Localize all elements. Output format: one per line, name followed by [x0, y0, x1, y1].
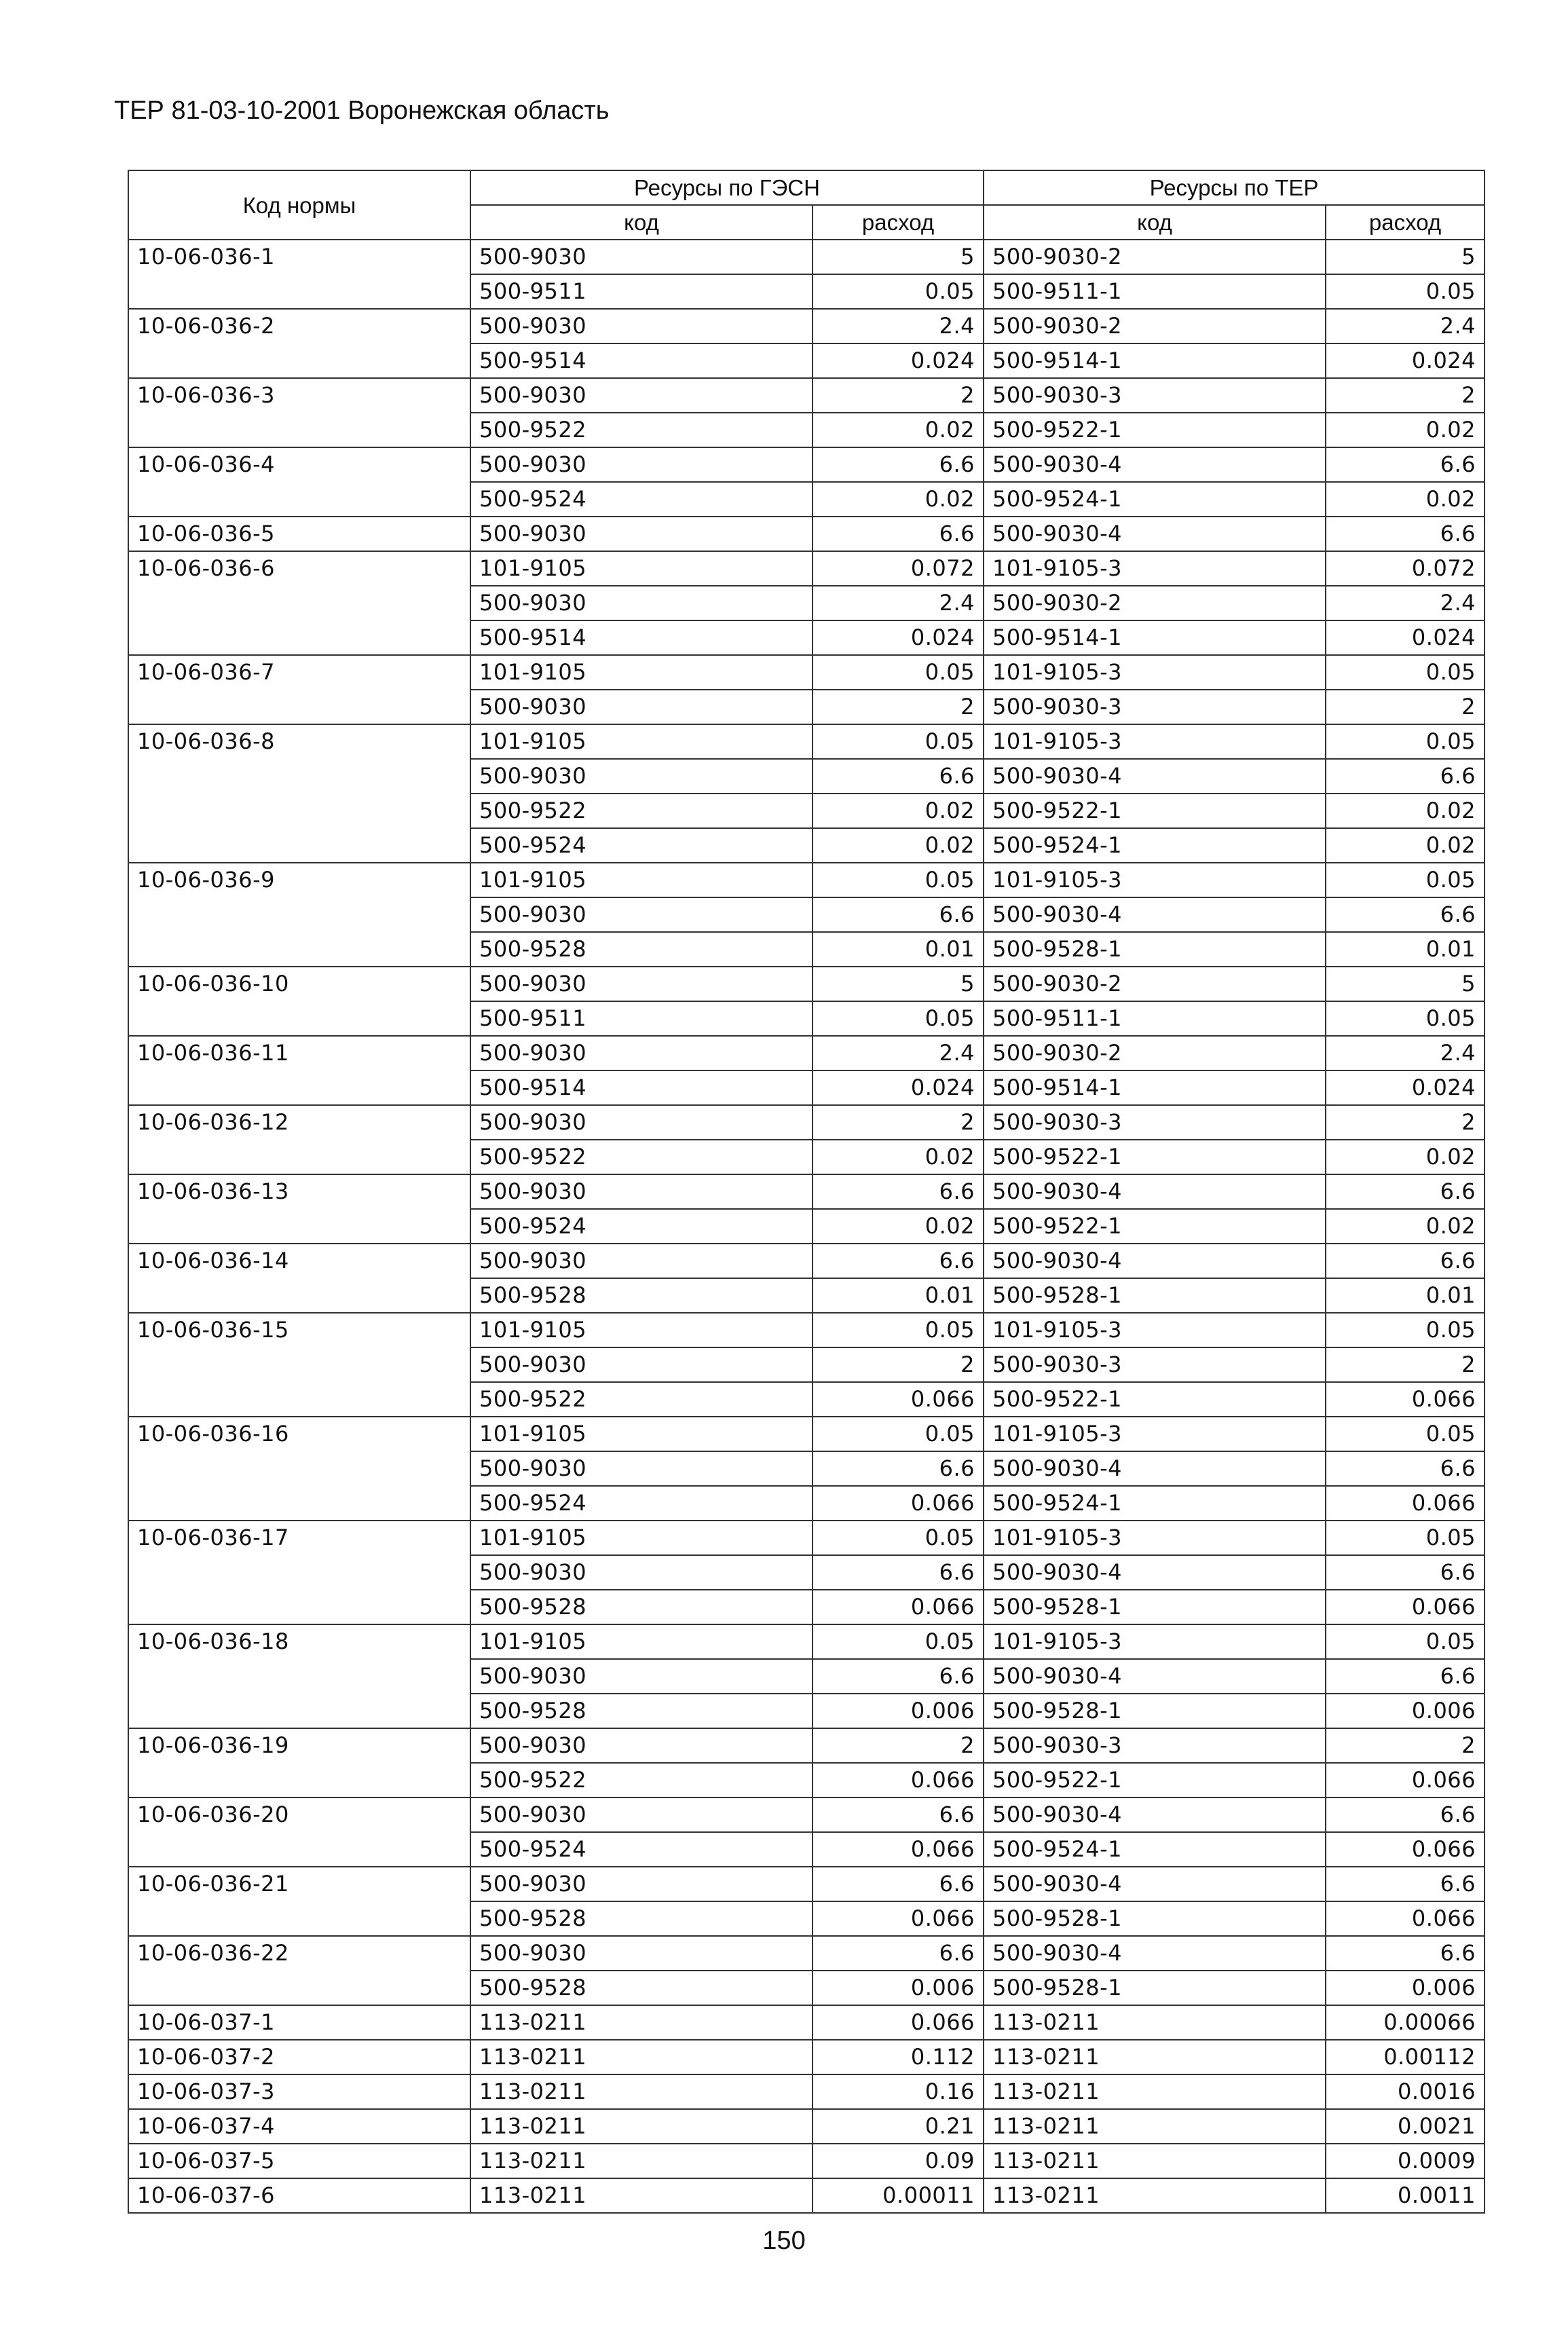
ter-code-cell: 500-9514-1 — [984, 1070, 1326, 1105]
ter-amount-cell: 0.066 — [1326, 1590, 1485, 1624]
gesn-amount-cell: 0.05 — [813, 655, 984, 690]
ter-code-cell: 500-9030-4 — [984, 759, 1326, 794]
ter-code-cell: 500-9030-3 — [984, 378, 1326, 413]
gesn-code-cell: 500-9528 — [470, 1901, 813, 1936]
ter-code-cell: 500-9030-4 — [984, 1244, 1326, 1278]
ter-code-cell: 500-9030-2 — [984, 1036, 1326, 1070]
gesn-code-cell: 500-9514 — [470, 620, 813, 655]
gesn-amount-cell: 2 — [813, 1728, 984, 1763]
gesn-amount-cell: 0.006 — [813, 1694, 984, 1728]
gesn-amount-cell: 0.01 — [813, 932, 984, 967]
ter-code-cell: 500-9030-4 — [984, 1555, 1326, 1590]
norm-code-cell: 10-06-036-2 — [128, 309, 470, 378]
norm-code-cell: 10-06-036-11 — [128, 1036, 470, 1105]
gesn-code-cell: 500-9524 — [470, 1209, 813, 1244]
gesn-amount-cell: 6.6 — [813, 517, 984, 551]
ter-code-cell: 500-9514-1 — [984, 343, 1326, 378]
gesn-amount-cell: 2.4 — [813, 309, 984, 343]
gesn-amount-cell: 0.072 — [813, 551, 984, 586]
norm-code-cell: 10-06-036-12 — [128, 1105, 470, 1174]
table-row — [128, 1105, 1485, 1140]
ter-amount-cell: 2.4 — [1326, 309, 1485, 343]
ter-code-cell: 500-9522-1 — [984, 1763, 1326, 1797]
table-row — [128, 1174, 1485, 1209]
ter-amount-cell: 0.024 — [1326, 343, 1485, 378]
gesn-amount-cell: 0.09 — [813, 2144, 984, 2178]
gesn-amount-cell: 2.4 — [813, 586, 984, 620]
ter-code-cell: 500-9030-4 — [984, 1867, 1326, 1901]
gesn-amount-cell: 2 — [813, 378, 984, 413]
ter-amount-cell: 0.02 — [1326, 1140, 1485, 1174]
gesn-code-cell: 500-9030 — [470, 1105, 813, 1140]
gesn-amount-cell: 0.05 — [813, 1624, 984, 1659]
norm-code-cell: 10-06-036-7 — [128, 655, 470, 724]
gesn-code-cell: 500-9528 — [470, 932, 813, 967]
ter-code-cell: 500-9524-1 — [984, 482, 1326, 517]
norm-code-cell: 10-06-036-20 — [128, 1797, 470, 1867]
ter-code-cell: 101-9105-3 — [984, 863, 1326, 897]
ter-code-cell: 101-9105-3 — [984, 724, 1326, 759]
table-row — [128, 1521, 1485, 1555]
norm-code-cell: 10-06-036-9 — [128, 863, 470, 967]
gesn-amount-cell: 0.16 — [813, 2074, 984, 2109]
ter-amount-cell: 0.05 — [1326, 1521, 1485, 1555]
gesn-code-cell: 500-9528 — [470, 1694, 813, 1728]
table-row — [128, 1936, 1485, 1971]
norm-code-cell: 10-06-036-1 — [128, 240, 470, 309]
gesn-amount-cell: 6.6 — [813, 1867, 984, 1901]
ter-amount-cell: 0.05 — [1326, 274, 1485, 309]
table-body — [128, 240, 1485, 2213]
ter-code-cell: 500-9522-1 — [984, 1209, 1326, 1244]
ter-amount-cell: 6.6 — [1326, 1244, 1485, 1278]
gesn-amount-cell: 0.21 — [813, 2109, 984, 2144]
ter-code-cell: 500-9030-4 — [984, 517, 1326, 551]
ter-amount-cell: 0.02 — [1326, 482, 1485, 517]
gesn-code-cell: 500-9030 — [470, 1244, 813, 1278]
gesn-code-cell: 113-0211 — [470, 2005, 813, 2040]
gesn-amount-cell: 0.066 — [813, 1832, 984, 1867]
table-row — [128, 2144, 1485, 2178]
table-row — [128, 863, 1485, 897]
ter-code-cell: 500-9514-1 — [984, 620, 1326, 655]
ter-amount-cell: 2 — [1326, 1347, 1485, 1382]
gesn-amount-cell: 6.6 — [813, 759, 984, 794]
gesn-amount-cell: 0.02 — [813, 1140, 984, 1174]
gesn-amount-cell: 6.6 — [813, 1451, 984, 1486]
gesn-code-cell: 113-0211 — [470, 2178, 813, 2213]
norm-code-cell: 10-06-037-5 — [128, 2144, 470, 2178]
gesn-code-cell: 500-9030 — [470, 1347, 813, 1382]
ter-amount-cell: 0.05 — [1326, 724, 1485, 759]
gesn-code-cell: 500-9522 — [470, 1140, 813, 1174]
ter-amount-cell: 0.066 — [1326, 1382, 1485, 1417]
gesn-amount-cell: 6.6 — [813, 1555, 984, 1590]
gesn-code-cell: 500-9514 — [470, 343, 813, 378]
gesn-amount-cell: 2 — [813, 1105, 984, 1140]
ter-amount-cell: 2.4 — [1326, 586, 1485, 620]
table-row — [128, 309, 1485, 343]
gesn-code-cell: 500-9524 — [470, 482, 813, 517]
ter-code-cell: 500-9030-3 — [984, 1728, 1326, 1763]
gesn-code-cell: 113-0211 — [470, 2144, 813, 2178]
ter-code-cell: 500-9528-1 — [984, 1694, 1326, 1728]
ter-code-cell: 500-9522-1 — [984, 1382, 1326, 1417]
gesn-code-cell: 500-9030 — [470, 967, 813, 1001]
page-number: 150 — [762, 2226, 806, 2255]
gesn-amount-cell: 6.6 — [813, 1936, 984, 1971]
gesn-code-cell: 101-9105 — [470, 655, 813, 690]
ter-code-cell: 500-9522-1 — [984, 413, 1326, 447]
ter-amount-cell: 0.0016 — [1326, 2074, 1485, 2109]
ter-amount-cell: 6.6 — [1326, 1936, 1485, 1971]
gesn-amount-cell: 0.02 — [813, 413, 984, 447]
gesn-code-cell: 500-9030 — [470, 1797, 813, 1832]
ter-code-cell: 500-9511-1 — [984, 1001, 1326, 1036]
gesn-amount-cell: 0.066 — [813, 1763, 984, 1797]
gesn-code-cell: 500-9511 — [470, 274, 813, 309]
gesn-code-cell: 500-9528 — [470, 1278, 813, 1313]
table-row — [128, 1797, 1485, 1832]
gesn-code-cell: 500-9030 — [470, 586, 813, 620]
table-header — [128, 170, 1485, 240]
ter-amount-cell: 0.0011 — [1326, 2178, 1485, 2213]
gesn-amount-cell: 5 — [813, 240, 984, 274]
gesn-code-cell: 500-9524 — [470, 1832, 813, 1867]
ter-amount-cell: 6.6 — [1326, 1797, 1485, 1832]
ter-code-cell: 101-9105-3 — [984, 1417, 1326, 1451]
gesn-code-cell: 101-9105 — [470, 724, 813, 759]
gesn-amount-cell: 0.05 — [813, 1313, 984, 1347]
ter-amount-cell: 6.6 — [1326, 759, 1485, 794]
ter-amount-cell: 0.006 — [1326, 1971, 1485, 2005]
page-title: ТЕР 81-03-10-2001 Воронежская область — [114, 96, 610, 125]
gesn-code-cell: 500-9030 — [470, 1555, 813, 1590]
ter-amount-cell: 0.00112 — [1326, 2040, 1485, 2074]
ter-code-cell: 500-9030-4 — [984, 897, 1326, 932]
header-ter-code: код — [984, 205, 1326, 240]
gesn-amount-cell: 6.6 — [813, 447, 984, 482]
ter-amount-cell: 6.6 — [1326, 897, 1485, 932]
ter-code-cell: 500-9030-2 — [984, 240, 1326, 274]
ter-code-cell: 500-9030-4 — [984, 1659, 1326, 1694]
norm-code-cell: 10-06-036-8 — [128, 724, 470, 863]
norm-code-cell: 10-06-036-10 — [128, 967, 470, 1036]
gesn-code-cell: 500-9030 — [470, 690, 813, 724]
ter-code-cell: 500-9030-2 — [984, 967, 1326, 1001]
table-row — [128, 2178, 1485, 2213]
gesn-code-cell: 500-9030 — [470, 309, 813, 343]
ter-amount-cell: 0.024 — [1326, 620, 1485, 655]
ter-amount-cell: 0.066 — [1326, 1832, 1485, 1867]
gesn-code-cell: 113-0211 — [470, 2074, 813, 2109]
gesn-amount-cell: 0.01 — [813, 1278, 984, 1313]
ter-amount-cell: 0.066 — [1326, 1763, 1485, 1797]
gesn-code-cell: 101-9105 — [470, 863, 813, 897]
norm-code-cell: 10-06-037-1 — [128, 2005, 470, 2040]
ter-code-cell: 113-0211 — [984, 2074, 1326, 2109]
table-row — [128, 517, 1485, 551]
table-row — [128, 967, 1485, 1001]
ter-amount-cell: 0.066 — [1326, 1486, 1485, 1521]
norm-code-cell: 10-06-036-3 — [128, 378, 470, 447]
ter-code-cell: 500-9528-1 — [984, 1590, 1326, 1624]
norm-code-cell: 10-06-037-2 — [128, 2040, 470, 2074]
gesn-amount-cell: 0.05 — [813, 1521, 984, 1555]
table-row — [128, 655, 1485, 690]
gesn-code-cell: 500-9030 — [470, 1867, 813, 1901]
gesn-code-cell: 500-9030 — [470, 1728, 813, 1763]
ter-code-cell: 500-9030-4 — [984, 1451, 1326, 1486]
gesn-code-cell: 500-9522 — [470, 1763, 813, 1797]
resources-table — [128, 170, 1485, 2214]
gesn-amount-cell: 0.024 — [813, 1070, 984, 1105]
gesn-code-cell: 500-9030 — [470, 378, 813, 413]
norm-code-cell: 10-06-036-13 — [128, 1174, 470, 1244]
ter-code-cell: 500-9030-4 — [984, 1936, 1326, 1971]
gesn-code-cell: 500-9522 — [470, 413, 813, 447]
ter-code-cell: 500-9528-1 — [984, 1278, 1326, 1313]
ter-amount-cell: 5 — [1326, 240, 1485, 274]
ter-code-cell: 500-9528-1 — [984, 932, 1326, 967]
ter-amount-cell: 0.02 — [1326, 413, 1485, 447]
ter-amount-cell: 0.05 — [1326, 655, 1485, 690]
gesn-code-cell: 101-9105 — [470, 1624, 813, 1659]
gesn-amount-cell: 0.024 — [813, 620, 984, 655]
ter-amount-cell: 0.024 — [1326, 1070, 1485, 1105]
ter-code-cell: 500-9030-4 — [984, 447, 1326, 482]
gesn-amount-cell: 0.112 — [813, 2040, 984, 2074]
ter-amount-cell: 0.05 — [1326, 1624, 1485, 1659]
ter-code-cell: 101-9105-3 — [984, 655, 1326, 690]
gesn-code-cell: 500-9522 — [470, 1382, 813, 1417]
table-row — [128, 2005, 1485, 2040]
gesn-amount-cell: 0.02 — [813, 828, 984, 863]
gesn-code-cell: 500-9030 — [470, 1659, 813, 1694]
table-row — [128, 1417, 1485, 1451]
gesn-amount-cell: 5 — [813, 967, 984, 1001]
gesn-amount-cell: 0.006 — [813, 1971, 984, 2005]
header-gesn-code: код — [470, 205, 813, 240]
ter-amount-cell: 0.006 — [1326, 1694, 1485, 1728]
gesn-amount-cell: 0.066 — [813, 2005, 984, 2040]
gesn-amount-cell: 0.05 — [813, 863, 984, 897]
ter-amount-cell: 0.02 — [1326, 828, 1485, 863]
ter-code-cell: 500-9528-1 — [984, 1971, 1326, 2005]
norm-code-cell: 10-06-036-14 — [128, 1244, 470, 1313]
ter-amount-cell: 0.02 — [1326, 794, 1485, 828]
gesn-code-cell: 500-9030 — [470, 897, 813, 932]
gesn-amount-cell: 0.02 — [813, 482, 984, 517]
gesn-amount-cell: 2.4 — [813, 1036, 984, 1070]
norm-code-cell: 10-06-036-17 — [128, 1521, 470, 1624]
gesn-amount-cell: 0.02 — [813, 794, 984, 828]
gesn-amount-cell: 2 — [813, 690, 984, 724]
ter-amount-cell: 6.6 — [1326, 1659, 1485, 1694]
norm-code-cell: 10-06-037-4 — [128, 2109, 470, 2144]
header-ter-amount: расход — [1326, 205, 1485, 240]
ter-code-cell: 500-9030-3 — [984, 690, 1326, 724]
header-gesn-resources: Ресурсы по ГЭСН — [470, 170, 984, 205]
ter-amount-cell: 6.6 — [1326, 447, 1485, 482]
table-row — [128, 378, 1485, 413]
ter-code-cell: 500-9522-1 — [984, 1140, 1326, 1174]
ter-code-cell: 500-9030-2 — [984, 586, 1326, 620]
ter-code-cell: 500-9030-2 — [984, 309, 1326, 343]
ter-amount-cell: 0.05 — [1326, 863, 1485, 897]
ter-code-cell: 500-9030-3 — [984, 1347, 1326, 1382]
ter-amount-cell: 0.02 — [1326, 1209, 1485, 1244]
gesn-amount-cell: 6.6 — [813, 897, 984, 932]
gesn-code-cell: 500-9030 — [470, 517, 813, 551]
gesn-amount-cell: 6.6 — [813, 1659, 984, 1694]
ter-amount-cell: 2.4 — [1326, 1036, 1485, 1070]
ter-code-cell: 113-0211 — [984, 2178, 1326, 2213]
table-row — [128, 724, 1485, 759]
ter-amount-cell: 0.05 — [1326, 1313, 1485, 1347]
table-row — [128, 1036, 1485, 1070]
ter-amount-cell: 0.05 — [1326, 1001, 1485, 1036]
ter-code-cell: 101-9105-3 — [984, 1521, 1326, 1555]
ter-code-cell: 500-9524-1 — [984, 1486, 1326, 1521]
ter-amount-cell: 0.01 — [1326, 1278, 1485, 1313]
ter-amount-cell: 0.00066 — [1326, 2005, 1485, 2040]
ter-amount-cell: 2 — [1326, 1105, 1485, 1140]
gesn-amount-cell: 0.02 — [813, 1209, 984, 1244]
gesn-code-cell: 500-9511 — [470, 1001, 813, 1036]
table-row — [128, 1624, 1485, 1659]
gesn-code-cell: 101-9105 — [470, 1521, 813, 1555]
ter-code-cell: 101-9105-3 — [984, 551, 1326, 586]
norm-code-cell: 10-06-036-16 — [128, 1417, 470, 1521]
ter-code-cell: 113-0211 — [984, 2040, 1326, 2074]
table-row — [128, 1313, 1485, 1347]
ter-code-cell: 113-0211 — [984, 2144, 1326, 2178]
ter-amount-cell: 0.072 — [1326, 551, 1485, 586]
gesn-code-cell: 500-9030 — [470, 447, 813, 482]
ter-code-cell: 500-9528-1 — [984, 1901, 1326, 1936]
gesn-amount-cell: 6.6 — [813, 1797, 984, 1832]
gesn-code-cell: 500-9030 — [470, 1936, 813, 1971]
norm-code-cell: 10-06-036-4 — [128, 447, 470, 517]
ter-amount-cell: 2 — [1326, 378, 1485, 413]
ter-code-cell: 500-9524-1 — [984, 828, 1326, 863]
gesn-amount-cell: 0.05 — [813, 1417, 984, 1451]
table-row — [128, 2074, 1485, 2109]
ter-code-cell: 500-9030-4 — [984, 1174, 1326, 1209]
ter-amount-cell: 5 — [1326, 967, 1485, 1001]
ter-code-cell: 113-0211 — [984, 2005, 1326, 2040]
norm-code-cell: 10-06-036-5 — [128, 517, 470, 551]
gesn-code-cell: 500-9524 — [470, 828, 813, 863]
gesn-code-cell: 113-0211 — [470, 2109, 813, 2144]
norm-code-cell: 10-06-036-21 — [128, 1867, 470, 1936]
ter-code-cell: 500-9030-4 — [984, 1797, 1326, 1832]
gesn-amount-cell: 6.6 — [813, 1244, 984, 1278]
gesn-amount-cell: 0.066 — [813, 1486, 984, 1521]
ter-amount-cell: 0.01 — [1326, 932, 1485, 967]
gesn-code-cell: 113-0211 — [470, 2040, 813, 2074]
ter-code-cell: 113-0211 — [984, 2109, 1326, 2144]
gesn-amount-cell: 0.05 — [813, 1001, 984, 1036]
gesn-amount-cell: 0.00011 — [813, 2178, 984, 2213]
header-norm-code: Код нормы — [128, 170, 470, 240]
gesn-code-cell: 500-9030 — [470, 1174, 813, 1209]
ter-amount-cell: 6.6 — [1326, 1451, 1485, 1486]
ter-amount-cell: 6.6 — [1326, 517, 1485, 551]
gesn-amount-cell: 6.6 — [813, 1174, 984, 1209]
ter-amount-cell: 2 — [1326, 690, 1485, 724]
gesn-code-cell: 500-9030 — [470, 759, 813, 794]
gesn-amount-cell: 0.05 — [813, 274, 984, 309]
gesn-code-cell: 500-9522 — [470, 794, 813, 828]
norm-code-cell: 10-06-036-18 — [128, 1624, 470, 1728]
table-row — [128, 2109, 1485, 2144]
ter-amount-cell: 2 — [1326, 1728, 1485, 1763]
gesn-code-cell: 500-9030 — [470, 240, 813, 274]
gesn-code-cell: 500-9030 — [470, 1451, 813, 1486]
table-row — [128, 447, 1485, 482]
ter-code-cell: 101-9105-3 — [984, 1313, 1326, 1347]
gesn-code-cell: 500-9524 — [470, 1486, 813, 1521]
ter-amount-cell: 6.6 — [1326, 1174, 1485, 1209]
ter-code-cell: 101-9105-3 — [984, 1624, 1326, 1659]
gesn-code-cell: 101-9105 — [470, 551, 813, 586]
norm-code-cell: 10-06-037-6 — [128, 2178, 470, 2213]
ter-code-cell: 500-9524-1 — [984, 1832, 1326, 1867]
ter-code-cell: 500-9030-3 — [984, 1105, 1326, 1140]
gesn-code-cell: 101-9105 — [470, 1313, 813, 1347]
header-ter-resources: Ресурсы по ТЕР — [984, 170, 1485, 205]
gesn-code-cell: 500-9528 — [470, 1590, 813, 1624]
header-gesn-amount: расход — [813, 205, 984, 240]
gesn-amount-cell: 0.024 — [813, 343, 984, 378]
ter-code-cell: 500-9511-1 — [984, 274, 1326, 309]
gesn-code-cell: 500-9528 — [470, 1971, 813, 2005]
gesn-amount-cell: 0.066 — [813, 1901, 984, 1936]
gesn-amount-cell: 0.066 — [813, 1590, 984, 1624]
ter-amount-cell: 0.05 — [1326, 1417, 1485, 1451]
gesn-amount-cell: 2 — [813, 1347, 984, 1382]
table-row — [128, 1867, 1485, 1901]
norm-code-cell: 10-06-036-15 — [128, 1313, 470, 1417]
gesn-code-cell: 500-9030 — [470, 1036, 813, 1070]
table-row — [128, 551, 1485, 586]
table-row — [128, 1244, 1485, 1278]
ter-amount-cell: 0.0021 — [1326, 2109, 1485, 2144]
ter-amount-cell: 0.0009 — [1326, 2144, 1485, 2178]
norm-code-cell: 10-06-036-19 — [128, 1728, 470, 1797]
norm-code-cell: 10-06-037-3 — [128, 2074, 470, 2109]
table-row — [128, 1728, 1485, 1763]
gesn-code-cell: 500-9514 — [470, 1070, 813, 1105]
table-row — [128, 2040, 1485, 2074]
ter-amount-cell: 0.066 — [1326, 1901, 1485, 1936]
gesn-amount-cell: 0.05 — [813, 724, 984, 759]
gesn-amount-cell: 0.066 — [813, 1382, 984, 1417]
norm-code-cell: 10-06-036-22 — [128, 1936, 470, 2005]
ter-code-cell: 500-9522-1 — [984, 794, 1326, 828]
gesn-code-cell: 101-9105 — [470, 1417, 813, 1451]
ter-amount-cell: 6.6 — [1326, 1867, 1485, 1901]
table-row — [128, 240, 1485, 274]
norm-code-cell: 10-06-036-6 — [128, 551, 470, 655]
ter-amount-cell: 6.6 — [1326, 1555, 1485, 1590]
